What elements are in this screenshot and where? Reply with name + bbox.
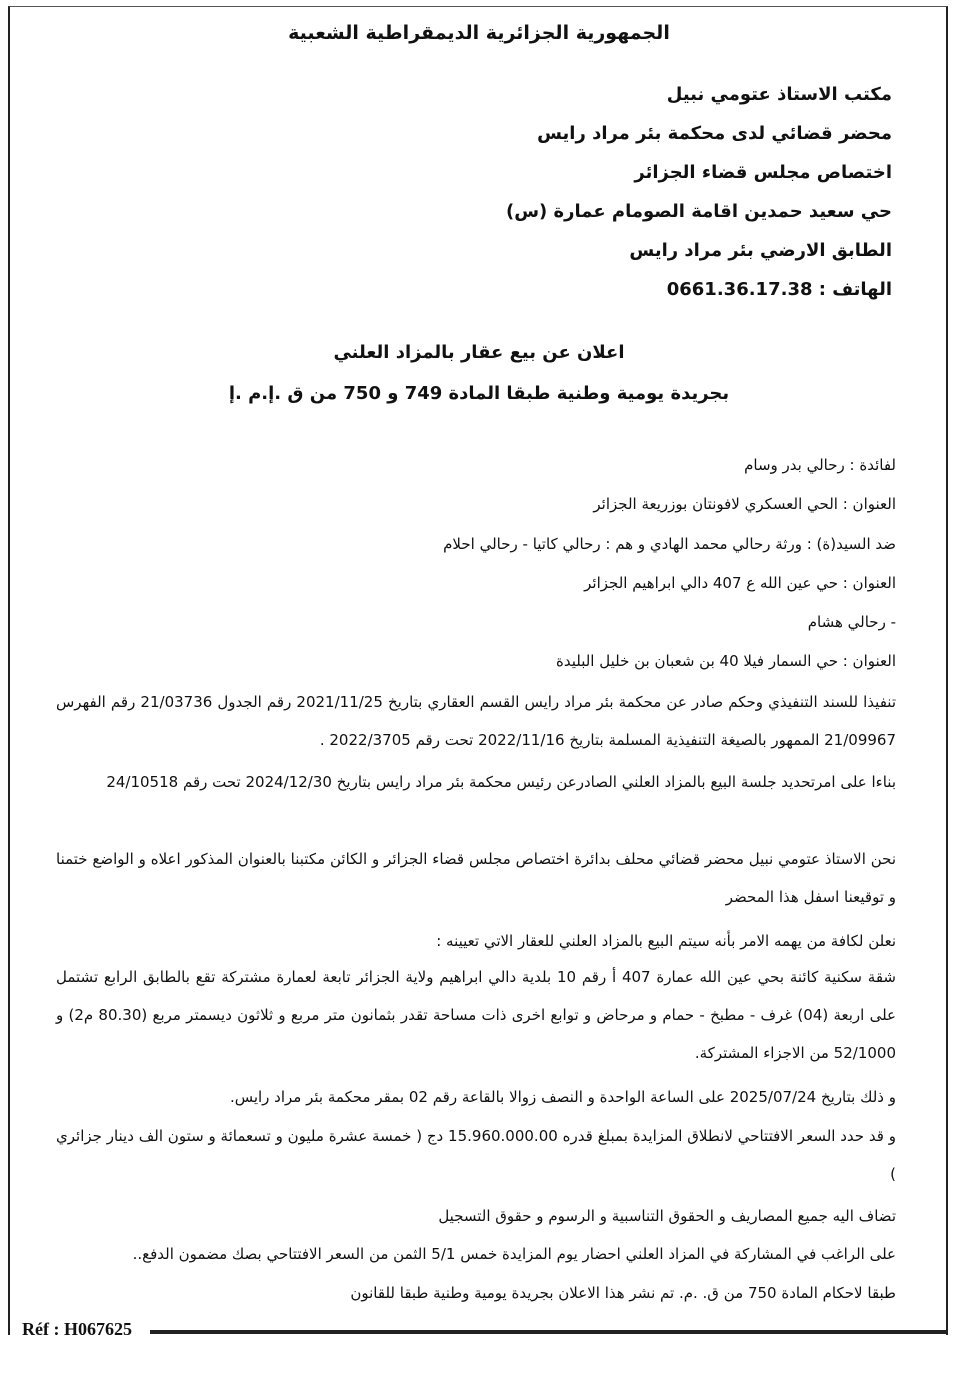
order-paragraph: بناءا على امرتحديد جلسة البيع بالمزاد العلني الصادرعن رئيس محكمة بئر مراد رايس بتاريخ 2024/12/30 تحت رقم 24/10518 <box>106 773 896 791</box>
execution-paragraph: تنفيذا للسند التنفيذي وحكم صادر عن محكمة بئر مراد رايس القسم العقاري بتاريخ 2021/11/25 رقم الجدول 21/03736 رقم الفهرس 21/09967 الممهور بالصيغة التنفيذية المسلمة بتاريخ 2022/11/16 تحت رقم 2022/3705 . <box>56 693 896 749</box>
auction-date: و ذلك بتاريخ 2025/07/24 على الساعة الواحدة و النصف زوالا بالقاعة رقم 02 بمقر محكمة بئر مراد رايس. <box>229 1088 896 1106</box>
property-description: شقة سكنية كائنة بحي عين الله عمارة 407 أ رقم 10 بلدية دالي ابراهيم ولاية الجزائر تابعة لعمارة مشتركة تقع بالطابق الرابع تشتمل على اربعة (04) غرف - مطبخ - حمام و مرحاض و توابع اخرى ذات مساحة تقدر بثمانون متر مربع و ثلاثون ديسمتر مربع (80.30 م2) و 52/1000 من الاجزاء المشتركة. <box>56 968 896 1062</box>
beneficiary: لفائدة : رحالي بدر وسام <box>744 456 896 474</box>
bidders-line: على الراغب في المشاركة في المزاد العلني احضار يوم المزايدة خمس 5/1 الثمن من السعر الافتتاحي بصك مضمون الدفع.. <box>132 1245 896 1263</box>
other-heir: - رحالي هشام <box>807 613 896 631</box>
notice-title: اعلان عن بيع عقار بالمزاد العلني <box>333 342 625 363</box>
office-phone: الهاتف : 0661.36.17.38 <box>666 279 892 300</box>
bailiff-paragraph: نحن الاستاذ عتومي نبيل محضر قضائي محلف بدائرة اختصاص مجلس قضاء الجزائر و الكائن مكتبنا بالعنوان المذكور اعلاه و الواضع ختمنا و توقيعنا اسفل هذا المحضر <box>56 850 896 906</box>
defendants-address: العنوان : حي عين الله ع 407 دالي ابراهيم الجزائر <box>584 574 896 592</box>
office-name: مكتب الاستاذ عتومي نبيل <box>666 84 892 105</box>
bailiff-role: محضر قضائي لدى محكمة بئر مراد رايس <box>537 123 892 144</box>
office-address-1: حي سعيد حمدين اقامة الصومام عمارة (س) <box>505 201 892 222</box>
defendants: ضد السيد(ة) : ورثة رحالي محمد الهادي و هم : رحالي كاتيا - رحالي احلام <box>443 535 896 553</box>
publication-line: طبقا لاحكام المادة 750 من ق. .م. تم نشر هذا الاعلان بجريدة يومية وطنية طبقا للقانون <box>350 1284 896 1302</box>
jurisdiction: اختصاص مجلس قضاء الجزائر <box>634 162 892 183</box>
beneficiary-address: العنوان : الحي العسكري لافونتان بوزريعة الجزائر <box>593 495 896 513</box>
fees-line: تضاف اليه جميع المصاريف و الحقوق التناسبية و الرسوم و حقوق التسجيل <box>438 1207 896 1225</box>
reference-number: Réf : H067625 <box>16 1319 138 1340</box>
notice-subtitle: بجريدة يومية وطنية طبقا المادة 749 و 750 من ق .إ.م .إ <box>228 383 730 404</box>
other-heir-address: العنوان : حي السمار فيلا 40 بن شعبان بن خليل البليدة <box>555 652 896 670</box>
bottom-rule <box>150 1330 948 1334</box>
republic-heading: الجمهورية الجزائرية الديمقراطية الشعبية <box>288 22 670 44</box>
announcement-line: نعلن لكافة من يهمه الامر بأنه سيتم البيع بالمزاد العلني للعقار الاتي تعيينه : <box>436 932 896 950</box>
opening-price: و قد حدد السعر الافتتاحي لانطلاق المزايدة بمبلغ قدره 15.960.000.00 دج ( خمسة عشرة مليون و تسعمائة و ستون الف دينار جزائري ) <box>56 1127 896 1183</box>
office-address-2: الطابق الارضي بئر مراد رايس <box>629 240 892 261</box>
